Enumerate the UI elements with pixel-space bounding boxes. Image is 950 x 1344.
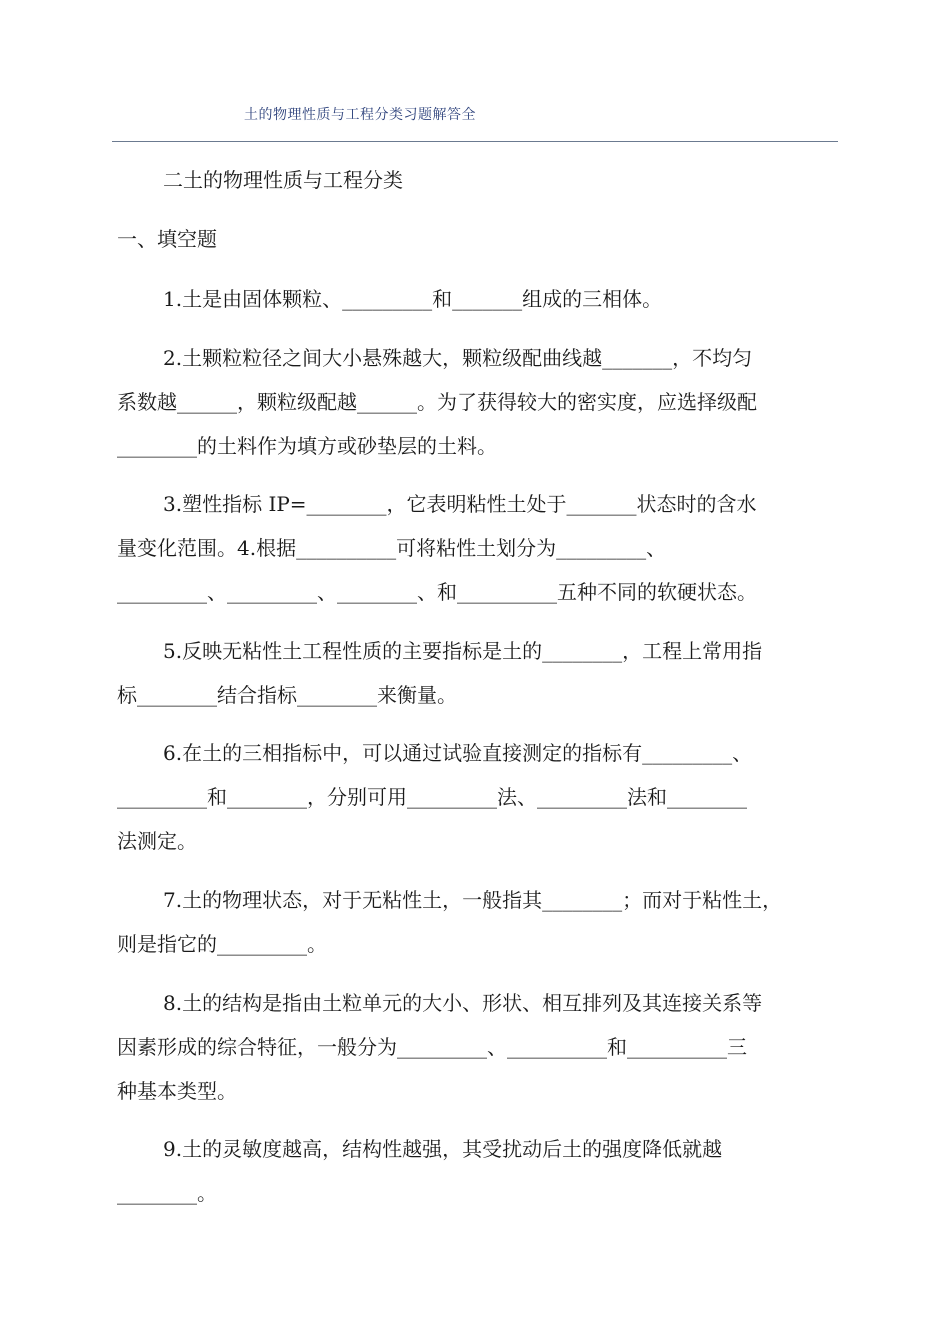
- question-2-line-3: ________的土料作为填方或砂垫层的土料。: [117, 434, 497, 458]
- question-5-line-1: 5.反映无粘性土工程性质的主要指标是土的________，工程上常用指: [163, 639, 763, 663]
- question-3-line-1: 3.塑性指标 IP=________，它表明粘性土处于_______状态时的含水: [163, 492, 757, 516]
- question-5-line-2: 标________结合指标________来衡量。: [117, 683, 457, 707]
- question-1: 1.土是由固体颗粒、_________和_______组成的三相体。: [163, 287, 663, 311]
- question-6-line-1: 6.在土的三相指标中，可以通过试验直接测定的指标有_________、: [163, 741, 753, 765]
- question-6-line-2: _________和________，分别可用_________法、_________法和________: [117, 785, 747, 809]
- question-7-line-2: 则是指它的_________。: [117, 932, 327, 956]
- part-title: 一、填空题: [117, 227, 217, 251]
- section-title: 二土的物理性质与工程分类: [163, 168, 403, 192]
- question-3-4-line-2: 量变化范围。4.根据__________可将粘性土划分为_________、: [117, 536, 667, 560]
- question-9-line-2: ________。: [117, 1181, 217, 1205]
- question-9-line-1: 9.土的灵敏度越高，结构性越强，其受扰动后土的强度降低就越: [163, 1137, 723, 1161]
- question-8-line-1: 8.土的结构是指由土粒单元的大小、形状、相互排列及其连接关系等: [163, 991, 763, 1015]
- question-8-line-2: 因素形成的综合特征，一般分为_________、__________和__________三: [117, 1035, 747, 1059]
- question-6-line-3: 法测定。: [117, 829, 197, 853]
- question-2-line-2: 系数越______，颗粒级配越______。为了获得较大的密实度，应选择级配: [117, 390, 757, 414]
- question-4-line-3: _________、_________、________、和__________五种不同的软硬状态。: [117, 580, 757, 604]
- running-header: 土的物理性质与工程分类习题解答全: [244, 107, 476, 123]
- question-8-line-3: 种基本类型。: [117, 1079, 237, 1103]
- question-7-line-1: 7.土的物理状态，对于无粘性土，一般指其________；而对于粘性土，: [163, 888, 783, 912]
- header-divider: [112, 141, 838, 142]
- question-2-line-1: 2.土颗粒粒径之间大小悬殊越大，颗粒级配曲线越_______，不均匀: [163, 346, 753, 370]
